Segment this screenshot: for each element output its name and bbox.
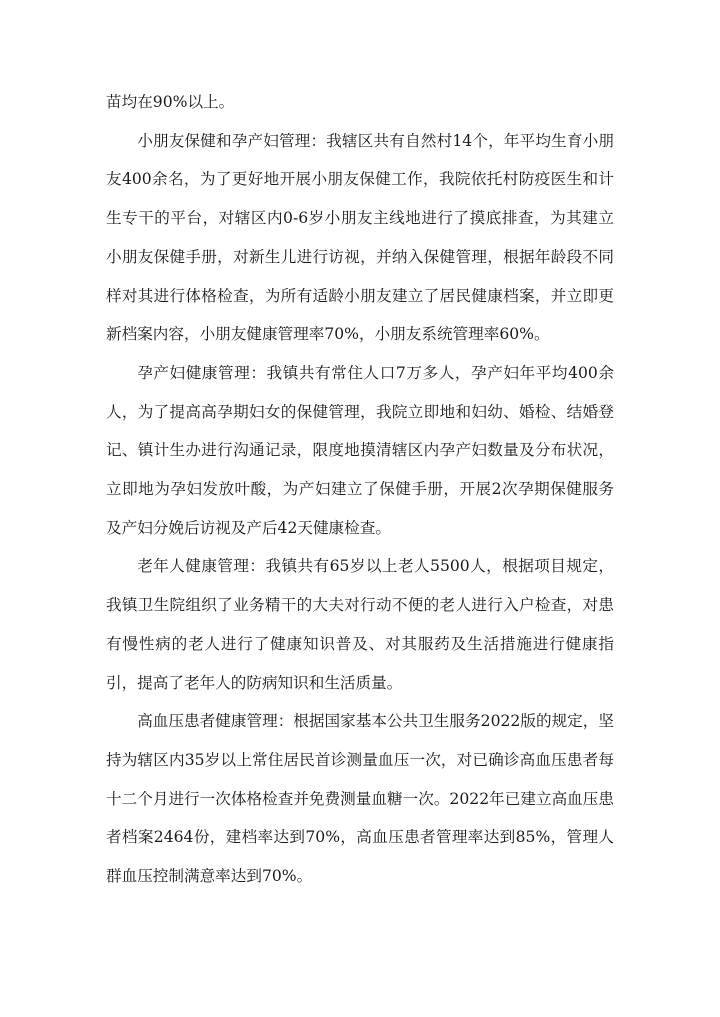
- paragraph-child-health: 小朋友保健和孕产妇管理：我辖区共有自然村14个，年平均生育小朋友400余名，为了更好地开展小朋友保健工作，我院依托村防疫医生和计生专干的平台，对辖区内0-6岁小朋友主线地进行了摸底排查，为其建立小朋友保健手册，对新生儿进行访视，并纳入保健管理，根据年龄段不同样对其进行体格检查，为所有适龄小朋友建立了居民健康档案，并立即更新档案内容，小朋友健康管理率70%，小朋友系统管理率60%。: [106, 131, 614, 344]
- paragraph-elderly-health: 老年人健康管理：我镇共有65岁以上老人5500人，根据项目规定，我镇卫生院组织了业务精干的大夫对行动不便的老人进行入户检查，对患有慢性病的老人进行了健康知识普及、对其服药及生活措施进行健康指引，提高了老年人的防病知识和生活质量。: [106, 557, 614, 692]
- document-body: [106, 83, 614, 896]
- paragraph-hypertension: 高血压患者健康管理：根据国家基本公共卫生服务2022版的规定，坚持为辖区内35岁以上常住居民首诊测量血压一次，对已确诊高血压患者每十二个月进行一次体格检查并免费测量血糖一次。2022年已建立高血压患者档案2464份，建档率达到70%，高血压患者管理率达到85%，管理人群血压控制满意率达到70%。: [106, 712, 614, 886]
- paragraph-maternal-health: 孕产妇健康管理：我镇共有常住人口7万多人，孕产妇年平均400余人，为了提高高孕期妇女的保健管理，我院立即地和妇幼、婚检、结婚登记、镇计生办进行沟通记录，限度地摸清辖区内孕产妇数量及分布状况，立即地为孕妇发放叶酸，为产妇建立了保健手册，开展2次孕期保健服务及产妇分娩后访视及产后42天健康检查。: [106, 363, 614, 537]
- paragraph-vaccination-tail: 苗均在90%以上。: [106, 93, 235, 111]
